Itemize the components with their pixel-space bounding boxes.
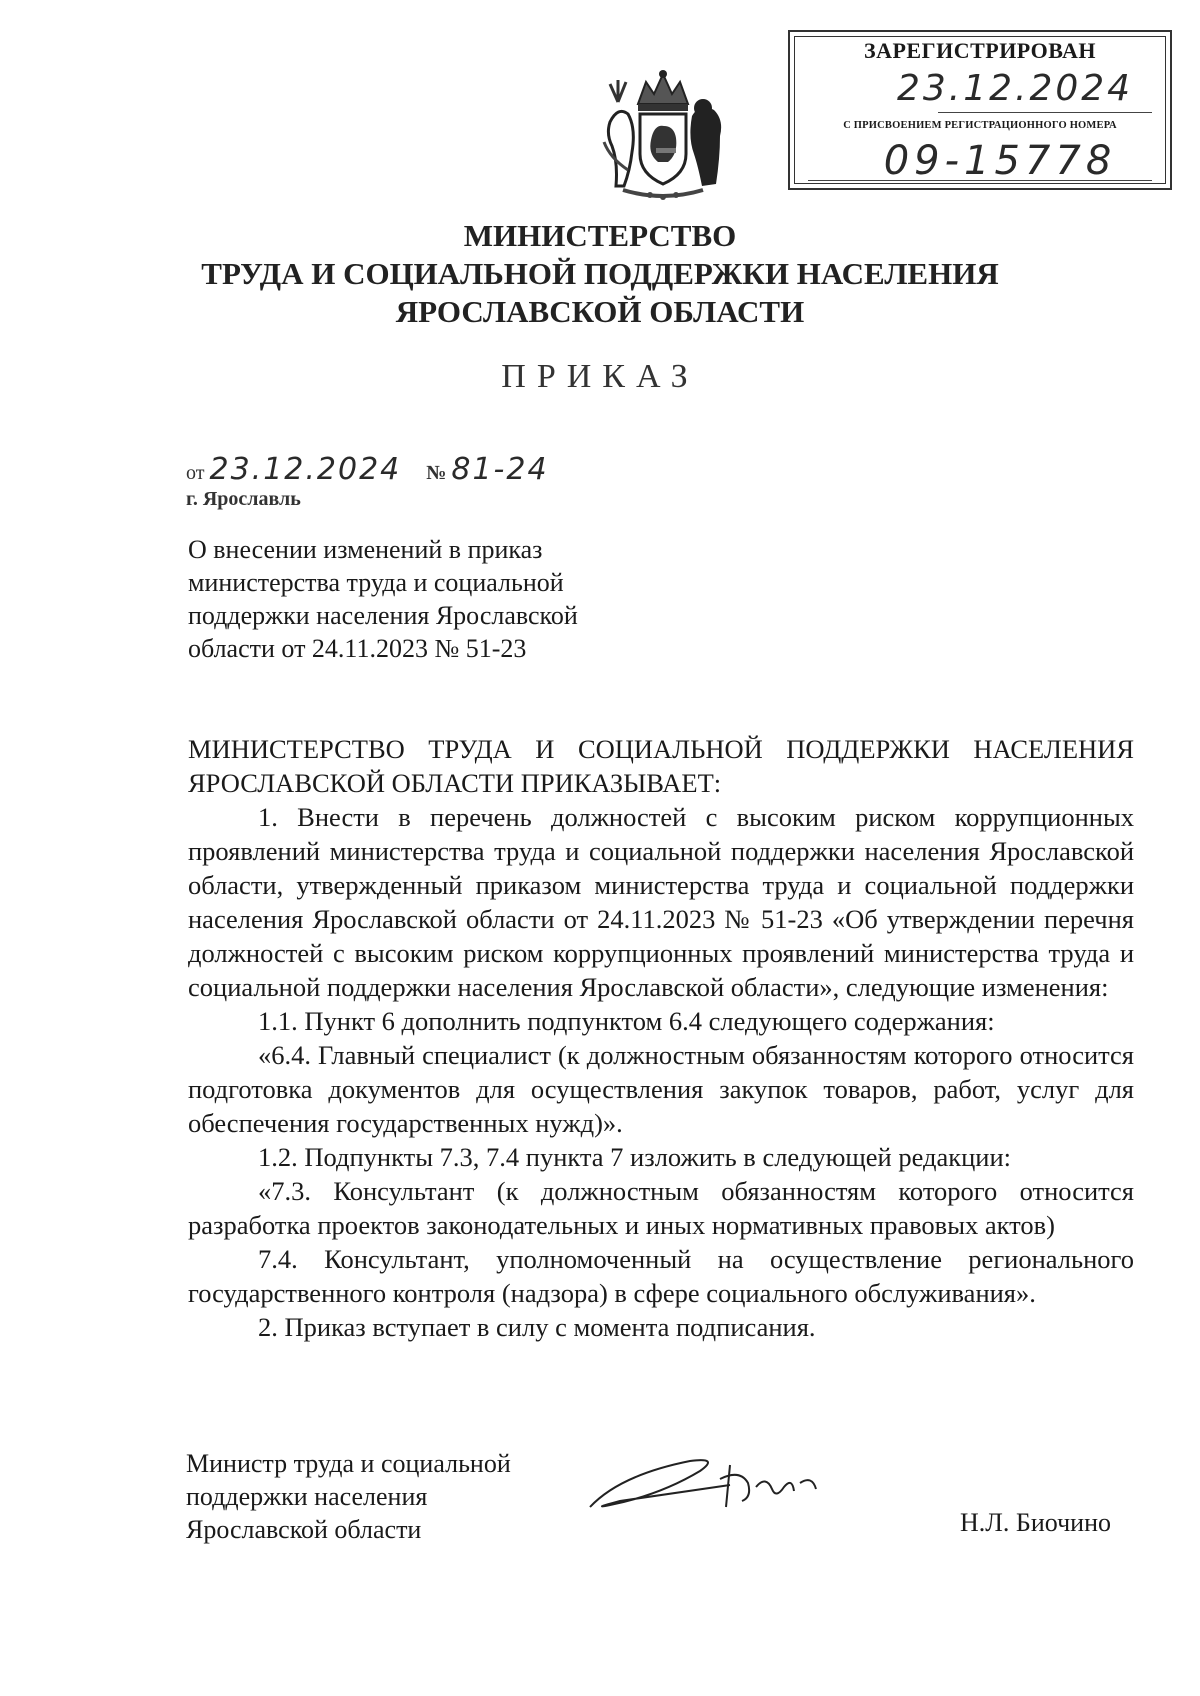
order-number: 81-24: [451, 452, 549, 487]
order-number-label: №: [426, 462, 447, 484]
subject-line: области от 24.11.2023 № 51-23: [188, 634, 527, 663]
preamble-line2: ЯРОСЛАВСКОЙ ОБЛАСТИ ПРИКАЗЫВАЕТ:: [188, 768, 722, 798]
order-body: [188, 732, 1134, 1344]
signature-icon: [580, 1445, 830, 1525]
signer-name: Н.Л. Биочино: [960, 1508, 1111, 1537]
ministry-name-line2: ТРУДА И СОЦИАЛЬНОЙ ПОДДЕРЖКИ НАСЕЛЕНИЯ: [201, 256, 999, 291]
signer-title-line: поддержки населения: [186, 1482, 428, 1511]
stamp-number: 09-15778: [883, 138, 1117, 184]
order-date-number: [186, 452, 549, 487]
signer-title-line: Министр труда и социальной: [186, 1449, 511, 1478]
ministry-name-line3: ЯРОСЛАВСКОЙ ОБЛАСТИ: [395, 294, 805, 329]
paragraph-6-4: «6.4. Главный специалист (к должностным обязанностям которого относится подготовка документов для осуществления закупок товаров, работ, услуг для обеспечения государственных нужд)».: [188, 1040, 1134, 1138]
paragraph-7-4: 7.4. Консультант, уполномоченный на осуществление регионального государственного контроля (надзора) в сфере социального обслуживания».: [188, 1244, 1134, 1308]
order-city: г. Ярославль: [186, 488, 301, 510]
preamble-line1: МИНИСТЕРСТВО ТРУДА И СОЦИАЛЬНОЙ ПОДДЕРЖКИ НАСЕЛЕНИЯ: [188, 734, 1134, 764]
document-type-title: ПРИКАЗ: [501, 358, 699, 395]
paragraph-7-3: «7.3. Консультант (к должностным обязанностям которого относится разработка проектов законодательных и иных нормативных правовых актов): [188, 1176, 1134, 1240]
stamp-date-underline: [938, 112, 1152, 113]
signer-title: [186, 1447, 511, 1546]
subject-line: О внесении изменений в приказ: [188, 535, 543, 564]
stamp-title: ЗАРЕГИСТРИРОВАН: [863, 38, 1097, 63]
stamp-caption: С ПРИСВОЕНИЕМ РЕГИСТРАЦИОННОГО НОМЕРА: [843, 120, 1117, 131]
subject-line: поддержки населения Ярославской: [188, 601, 578, 630]
signer-title-line: Ярославской области: [186, 1515, 422, 1544]
paragraph-1: 1. Внести в перечень должностей с высоким риском коррупционных проявлений министерства труда и социальной поддержки населения Ярославской области, утвержденный приказом министерства труда и социальной поддержки населения Ярославской области от 24.11.2023 № 51-23 «Об утверждении перечня должностей с высоким риском коррупционных проявлений министерства труда и социальной поддержки населения Ярославской области», следующие изменения:: [188, 802, 1134, 1002]
ministry-name-line1: МИНИСТЕРСТВО: [463, 218, 737, 253]
order-subject: [188, 533, 748, 665]
registration-stamp: [788, 30, 1172, 190]
paragraph-2: 2. Приказ вступает в силу с момента подписания.: [258, 1312, 816, 1342]
order-date: 23.12.2024: [209, 452, 402, 487]
coat-of-arms-icon: [588, 62, 738, 202]
stamp-date: 23.12.2024: [896, 68, 1134, 109]
order-from-label: от: [186, 462, 205, 484]
paragraph-1-2: 1.2. Подпункты 7.3, 7.4 пункта 7 изложить в следующей редакции:: [258, 1142, 1012, 1172]
paragraph-1-1: 1.1. Пункт 6 дополнить подпунктом 6.4 следующего содержания:: [258, 1006, 995, 1036]
subject-line: министерства труда и социальной: [188, 568, 564, 597]
